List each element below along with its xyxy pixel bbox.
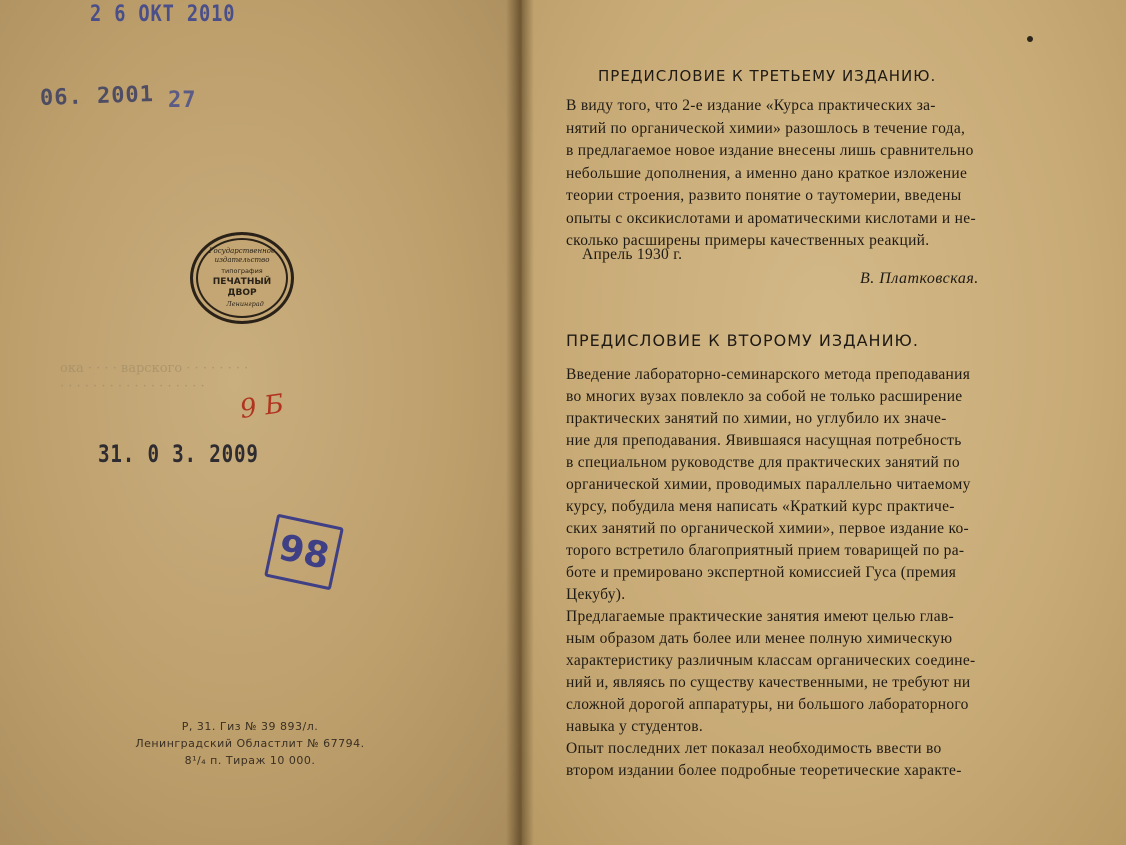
seal-line-3: типография: [221, 267, 263, 275]
seal-line-4: ПЕЧАТНЫЙ: [212, 277, 272, 287]
imprint-block: [100, 718, 400, 769]
paragraph-line: втором издании более подробные теоретические характе-: [566, 762, 962, 779]
seal-line-5: ДВОР: [227, 288, 257, 298]
date-stamp-middle-right: 27: [168, 88, 197, 113]
paragraph-line: органической химии, проводимых параллельно читаемому: [566, 476, 971, 493]
left-page: [0, 0, 522, 845]
paragraph-line: Опыт последних лет показал необходимость ввести во: [566, 740, 942, 757]
seal-line-6: Ленинград: [226, 300, 264, 308]
paragraph-line: В виду того, что 2-е издание «Курса практических за-: [566, 97, 936, 114]
paragraph-line: ских занятий по органической химии», первое издание ко-: [566, 520, 970, 537]
heading-second-edition-preface: ПРЕДИСЛОВИЕ К ВТОРОМУ ИЗДАНИЮ.: [566, 331, 919, 350]
paragraph-line: боте и премировано экспертной комиссией Гуса (премия: [566, 564, 957, 581]
paragraph-line: сложной дорогой аппаратуры, ни большого лабораторного: [566, 696, 969, 713]
paragraph-line: во многих вузах повлекло за собой не только расширение: [566, 388, 963, 405]
imprint-line: Р, 31. Гиз № 39 893/л.: [181, 720, 319, 733]
preface-date: Апрель 1930 г.: [582, 246, 683, 263]
paragraph-line: сколько расширены примеры качественных реакций.: [566, 232, 930, 249]
date-stamp-middle: 06. 2001: [39, 82, 155, 111]
paragraph-line: Цекубу).: [566, 586, 626, 603]
faded-stamp-impression: ока · · · · варского · · · · · · · · · · · · · · · · · · · · · · · · · ·: [60, 361, 249, 394]
paragraph-line: нятий по органической химии» разошлось в течение года,: [566, 119, 966, 137]
paragraph-line: навыка у студентов.: [566, 718, 704, 735]
paragraph-line: торого встретило благоприятный прием товарищей по ра-: [566, 542, 965, 559]
paragraph-line: практических занятий по химии, но углубило их значе-: [566, 410, 947, 427]
author-signature: В. Платковская.: [860, 270, 979, 287]
paper-speck: [1027, 36, 1033, 42]
handwritten-mark: 9 Б: [238, 389, 286, 425]
inventory-number-stamp: 98: [264, 514, 344, 591]
seal-line-1: Государственное: [208, 247, 276, 255]
paragraph-line: в предлагаемое новое издание внесены лишь сравнительно: [566, 142, 974, 159]
paragraph-line: теории строения, развито понятие о таутомерии, введены: [566, 187, 962, 204]
imprint-line: Ленинградский Областлит № 67794.: [135, 737, 365, 750]
date-stamp-bottom: 31. 0 3. 2009: [98, 440, 259, 468]
paragraph-line: Введение лабораторно-семинарского метода преподавания: [566, 366, 971, 383]
paragraph-line: курсу, побудила меня написать «Краткий курс практиче-: [566, 498, 955, 515]
paragraph-line: в специальном руководстве для практических занятий по: [566, 454, 960, 471]
paragraph-line: небольшие дополнения, а именно дано краткое изложение: [566, 164, 968, 182]
paragraph-line: Предлагаемые практические занятия имеют целью глав-: [566, 608, 954, 625]
paragraph-line: опыты с оксикислотами и ароматическими кислотами и не-: [566, 209, 976, 227]
imprint-line: 8¹/₄ п. Тираж 10 000.: [184, 754, 316, 767]
date-stamp-top: 2 6 ОКТ 2010: [90, 2, 236, 27]
paragraph-line: ние для преподавания. Явившаяся насущная потребность: [566, 432, 962, 449]
printing-house-seal: [190, 232, 294, 324]
paragraph-line: характеристику различным классам органических соедине-: [566, 652, 976, 669]
paragraph-line: ний и, являясь по существу качественными, не требуют ни: [566, 674, 971, 691]
heading-third-edition-preface: ПРЕДИСЛОВИЕ К ТРЕТЬЕМУ ИЗДАНИЮ.: [598, 67, 937, 85]
seal-line-2: издательство: [214, 256, 270, 264]
book-gutter: [506, 0, 534, 845]
paragraph-line: ным образом дать более или менее полную химическую: [566, 630, 953, 647]
